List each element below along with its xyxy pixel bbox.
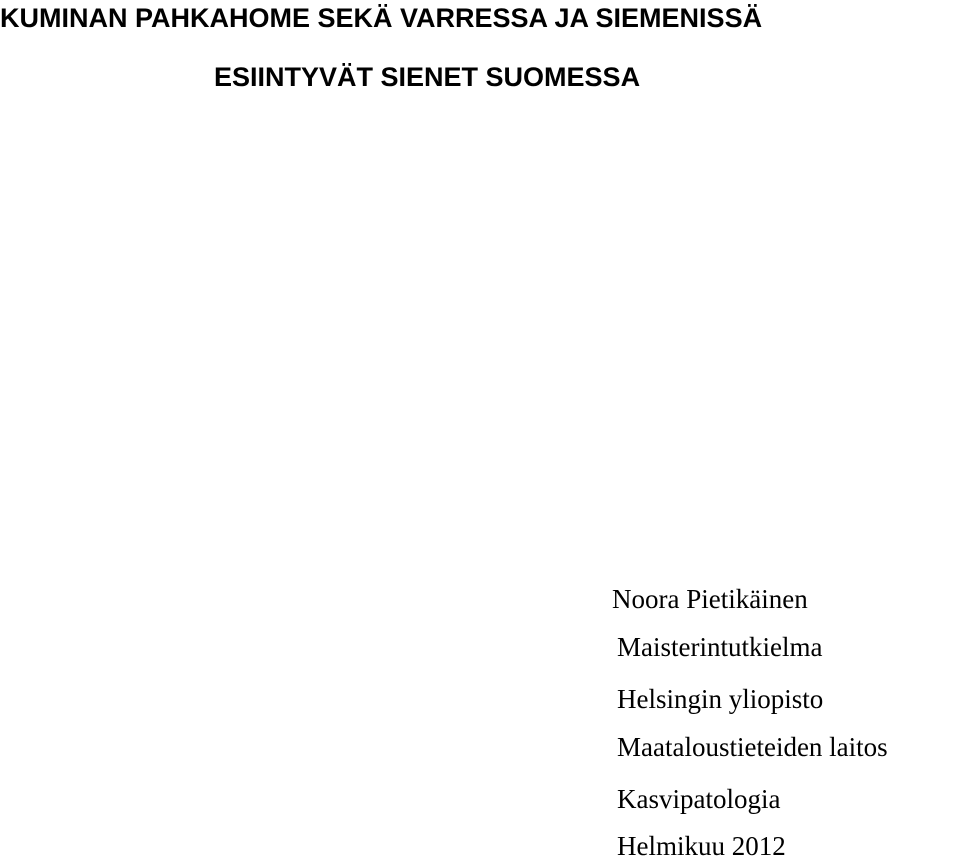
document-title-line-1: KUMINAN PAHKAHOME SEKÄ VARRESSA JA SIEMENISSÄ — [0, 3, 763, 33]
department-name: Maataloustieteiden laitos — [617, 732, 888, 762]
subject-name: Kasvipatologia — [617, 784, 781, 814]
publication-date: Helmikuu 2012 — [617, 831, 786, 858]
document-title-line-2: ESIINTYVÄT SIENET SUOMESSA — [214, 62, 641, 92]
author-name: Noora Pietikäinen — [612, 584, 808, 614]
university-name: Helsingin yliopisto — [617, 684, 824, 714]
thesis-type: Maisterintutkielma — [617, 632, 823, 662]
